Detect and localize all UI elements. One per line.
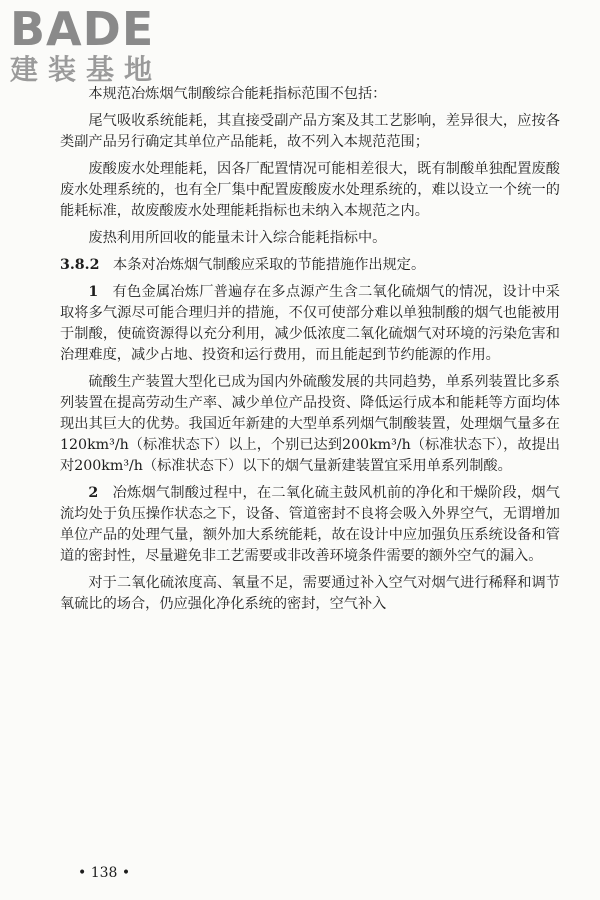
- paragraph: [60, 372, 560, 477]
- item-number: 2: [88, 485, 99, 501]
- section-paragraph: [60, 255, 560, 276]
- document-body: [60, 84, 560, 621]
- logo-wordmark: [10, 2, 180, 56]
- item-number: 1: [88, 284, 99, 300]
- paragraph-text: 废酸废水处理能耗，因各厂配置情况可能相差很大，既有制酸单独配置废酸废水处理系统的，也有全厂集中配置废酸废水处理系统的，难以设立一个统一的能耗标准，故废酸废水处理能耗指标也未纳入本规范之内。: [60, 161, 560, 219]
- paragraph-text: 尾气吸收系统能耗，其直接受副产品方案及其工艺影响，差异很大，应按各类副产品另行确定其单位产品能耗，故不列入本规范范围；: [60, 113, 560, 150]
- paragraph-text: 废热利用所回收的能量未计入综合能耗指标中。: [88, 230, 387, 246]
- paragraph: [60, 159, 560, 222]
- paragraph-text: 冶炼烟气制酸过程中，在二氧化硫主鼓风机前的净化和干燥阶段，烟气流均处于负压操作状态之下，设备、管道密封不良将会吸入外界空气，无谓增加单位产品的处理气量，额外加大系统能耗，故在设计中应加强负压系统设备和管道的密封性，尽量避免非工艺需要或非改善环境条件需要的额外空气的漏入。: [60, 485, 560, 564]
- paragraph-text: 本规范冶炼烟气制酸综合能耗指标范围不包括：: [88, 86, 387, 102]
- paragraph: [60, 573, 560, 615]
- logo-chinese-text: 建装基地: [10, 53, 163, 86]
- paragraph-text: 有色金属冶炼厂普遍存在多点源产生含二氧化硫烟气的情况，设计中采取将多气源尽可能合理归并的措施，不仅可使部分难以单独制酸的烟气也能被用于制酸，使硫资源得以充分利用，减少低浓度二氧化硫烟气对环境的污染危害和治理难度，减少占地、投资和运行费用，而且能起到节约能源的作用。: [60, 284, 560, 363]
- paragraph: [60, 228, 560, 249]
- paragraph-text: 硫酸生产装置大型化已成为国内外硫酸发展的共同趋势，单系列装置比多系列装置在提高劳动生产率、减少单位产品投资、降低运行成本和能耗等方面均体现出其巨大的优势。我国近年新建的大型单系列烟气制酸装置，处理烟气量多在120km³/h（标准状态下）以上，个别已达到200km³/h（标准状态下），故提出对200km³/h（标准状态下）以下的烟气量新建装置宜采用单系列制酸。: [60, 374, 560, 474]
- logo: [10, 2, 180, 86]
- item-paragraph: [60, 282, 560, 366]
- section-number: 3.8.2: [60, 257, 100, 273]
- paragraph-text: 本条对冶炼烟气制酸应采取的节能措施作出规定。: [113, 257, 426, 273]
- paragraph: [60, 111, 560, 153]
- logo-wordmark-text: BADE: [10, 2, 155, 56]
- page-number: • 138 •: [78, 865, 131, 881]
- paragraph-text: 对于二氧化硫浓度高、氧量不足，需要通过补入空气对烟气进行稀释和调节氧硫比的场合，仍应强化净化系统的密封，空气补入: [60, 575, 560, 612]
- paragraph: [60, 84, 560, 105]
- item-paragraph: [60, 483, 560, 567]
